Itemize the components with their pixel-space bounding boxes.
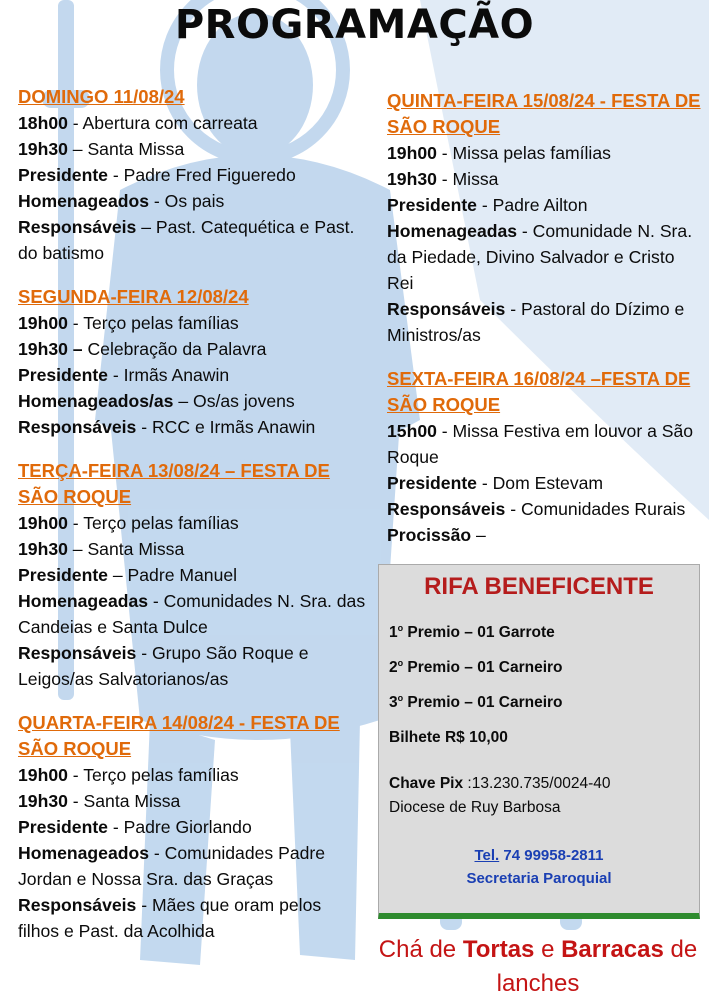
schedule-day-tuesday [18, 458, 366, 692]
schedule-day-sunday [18, 84, 366, 266]
schedule-line: 19h30 – Celebração da Palavra [18, 339, 267, 359]
schedule-line: Homenageados - Comunidades Padre Jordan e Nossa Sra. das Graças [18, 843, 326, 889]
raffle-ticket-price: Bilhete R$ 10,00 [389, 729, 508, 746]
schedule-line: Presidente - Dom Estevam [387, 473, 604, 493]
schedule-line: Responsáveis – Past. Catequética e Past. do batismo [18, 217, 355, 263]
day-title: SEXTA-FEIRA 16/08/24 –FESTA DE SÃO ROQUE [387, 368, 691, 415]
schedule-line: Presidente – Padre Manuel [18, 565, 238, 585]
schedule-line: 15h00 - Missa Festiva em louvor a São Roque [387, 421, 694, 467]
schedule-line: Responsáveis - Grupo São Roque e Leigos/as Salvatorianos/as [18, 643, 309, 689]
schedule-line: 19h30 – Santa Missa [18, 539, 185, 559]
pix-key: Chave Pix :13.230.735/0024-40 [389, 775, 611, 792]
schedule-line: Presidente - Padre Giorlando [18, 817, 252, 837]
schedule-line: 19h00 - Terço pelas famílias [18, 765, 239, 785]
schedule-line: 19h30 – Santa Missa [18, 139, 185, 159]
day-title: DOMINGO 11/08/24 [18, 86, 185, 107]
raffle-box [378, 564, 700, 919]
schedule-day-wednesday [18, 710, 366, 944]
contact-phone: Tel. 74 99958-2811 [474, 847, 604, 864]
schedule-line: 19h00 - Terço pelas famílias [18, 513, 239, 533]
schedule-line: Responsáveis - Mães que oram pelos filhos e Past. da Acolhida [18, 895, 322, 941]
schedule-day-thursday [387, 88, 705, 348]
schedule-line: 19h30 - Missa [387, 169, 499, 189]
schedule-line: Homenageadas - Comunidade N. Sra. da Piedade, Divino Salvador e Cristo Rei [387, 221, 693, 293]
raffle-prize-1: 1$^o$ Premio – 01 Garrote [389, 623, 555, 642]
day-title: QUINTA-FEIRA 15/08/24 - FESTA DE SÃO ROQUE [387, 90, 701, 137]
schedule-line: Homenageados - Os pais [18, 191, 225, 211]
food-stalls-notice: Chá de Tortas e Barracas de lanches [378, 936, 698, 997]
schedule-day-friday [387, 366, 705, 548]
schedule-line: Presidente - Irmãs Anawin [18, 365, 230, 385]
day-title: SEGUNDA-FEIRA 12/08/24 [18, 286, 249, 307]
schedule-line: Presidente - Padre Fred Figueredo [18, 165, 296, 185]
schedule-line: Procissão – [387, 525, 486, 545]
day-title: TERÇA-FEIRA 13/08/24 – FESTA DE SÃO ROQUE [18, 460, 330, 507]
schedule-line: Responsáveis - Pastoral do Dízimo e Ministros/as [387, 299, 685, 345]
schedule-line: Responsáveis - RCC e Irmãs Anawin [18, 417, 316, 437]
schedule-line: Responsáveis - Comunidades Rurais [387, 499, 686, 519]
raffle-title: RIFA BENEFICENTE [424, 573, 654, 600]
schedule-line: 19h00 - Terço pelas famílias [18, 313, 239, 333]
pix-owner: Diocese de Ruy Barbosa [389, 799, 561, 816]
schedule-line: Homenageadas - Comunidades N. Sra. das Candeias e Santa Dulce [18, 591, 366, 637]
schedule-line: Presidente - Padre Ailton [387, 195, 588, 215]
schedule-line: 19h00 - Missa pelas famílias [387, 143, 611, 163]
left-column [18, 84, 366, 962]
day-title: QUARTA-FEIRA 14/08/24 - FESTA DE SÃO ROQUE [18, 712, 340, 759]
contact-office: Secretaria Paroquial [466, 870, 612, 887]
schedule-line: 19h30 - Santa Missa [18, 791, 181, 811]
schedule-line: 18h00 - Abertura com carreata [18, 113, 258, 133]
schedule-day-monday [18, 284, 366, 440]
right-column [387, 88, 705, 566]
raffle-prize-2: 2$^o$ Premio – 01 Carneiro [389, 658, 563, 677]
schedule-line: Homenageados/as – Os/as jovens [18, 391, 295, 411]
page-title: PROGRAMAÇÃO [174, 2, 535, 48]
raffle-prize-3: 3$^o$ Premio – 01 Carneiro [389, 693, 563, 712]
